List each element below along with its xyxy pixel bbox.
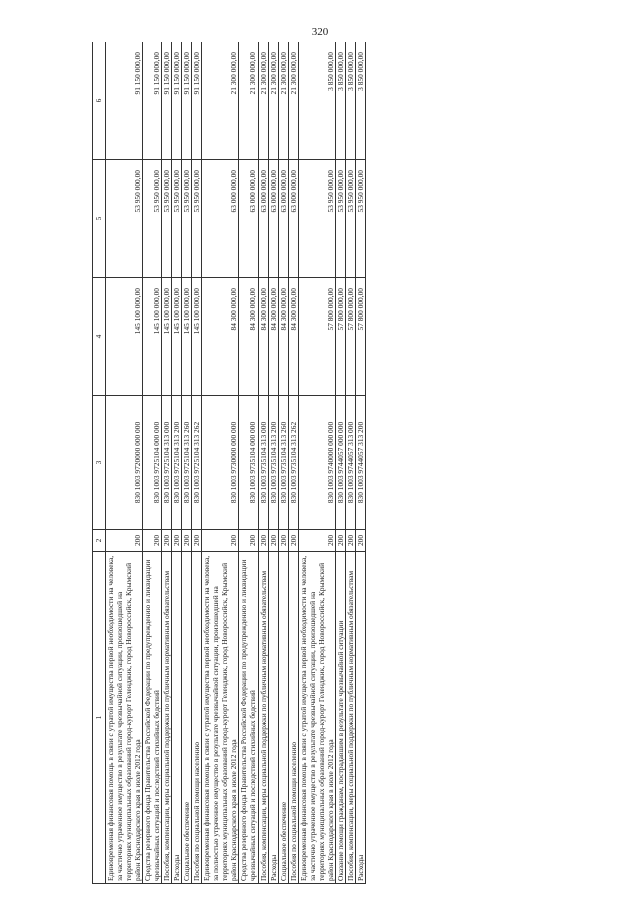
row-value-4: 145 100 000,00 [162,278,172,396]
row-value-4: 145 100 000,00 [172,278,182,396]
header-row [93,42,106,884]
row-value-6: 91 150 000,00 [192,42,202,160]
row-name: Социальное обеспечение [182,552,192,884]
table-row [288,42,298,884]
row-value-5: 63 000 000,00 [239,160,258,278]
row-value-5: 63 000 000,00 [278,160,288,278]
table-row [202,42,239,884]
row-code: 830 1003 9744057 313 000 [345,396,355,530]
row-value-5: 53 950 000,00 [143,160,162,278]
table-row [268,42,278,884]
header-col-6: 6 [93,42,106,160]
row-value-6: 21 300 000,00 [268,42,278,160]
row-value-6: 21 300 000,00 [202,42,239,160]
table-row [298,42,335,884]
row-name: Пособия, компенсации, меры социальной поддержки по публичным нормативным обязательствам [345,552,355,884]
table-row [143,42,162,884]
row-col-2: 200 [288,530,298,552]
row-col-2: 200 [278,530,288,552]
row-value-4: 84 300 000,00 [278,278,288,396]
row-col-2: 200 [172,530,182,552]
row-col-2: 200 [162,530,172,552]
header-col-3: 3 [93,396,106,530]
row-value-4: 84 300 000,00 [288,278,298,396]
row-code: 830 1003 9725104 313 260 [182,396,192,530]
row-value-4: 57 800 000,00 [355,278,365,396]
row-value-5: 63 000 000,00 [258,160,268,278]
table-row [192,42,202,884]
row-code: 830 1003 9735104 313 000 [258,396,268,530]
row-value-6: 21 300 000,00 [239,42,258,160]
row-value-6: 21 300 000,00 [278,42,288,160]
row-name: Расходы [355,552,365,884]
row-col-2: 200 [335,530,345,552]
row-value-5: 53 950 000,00 [335,160,345,278]
row-value-5: 53 950 000,00 [162,160,172,278]
row-value-6: 3 850 000,00 [355,42,365,160]
row-code: 830 1003 9735104 313 200 [268,396,278,530]
row-value-5: 53 950 000,00 [355,160,365,278]
row-value-6: 21 300 000,00 [288,42,298,160]
row-name: Пособия, компенсации, меры социальной поддержки по публичным нормативным обязательствам [162,552,172,884]
header-col-5: 5 [93,160,106,278]
row-value-4: 84 300 000,00 [239,278,258,396]
row-name: Расходы [172,552,182,884]
header-col-1: 1 [93,552,106,884]
row-code: 830 1003 9725104 000 000 [143,396,162,530]
row-name: Средства резервного фонда Правительства Российской Федерации по предупреждению и ликвидации чрезвычайных ситуаций и последствий стихийных бедствий [239,552,258,884]
row-code: 830 1003 9744057 000 000 [335,396,345,530]
row-value-5: 53 950 000,00 [298,160,335,278]
table-row [106,42,143,884]
table-row [258,42,268,884]
row-code: 830 1003 9725104 313 262 [192,396,202,530]
row-col-2: 200 [239,530,258,552]
row-name: Единовременная финансовая помощь в связи с утратой имущества первой необходимости на человека, за частично утраченное имущество в результате чрезвычайной ситуации, произошедшей на территориях муниципальных образований город-курорт Геленджик, город Новороссийск, Крымский район Краснодарского края в июле 2012 года [298,552,335,884]
table-row [182,42,192,884]
row-col-2: 200 [268,530,278,552]
row-col-2: 200 [298,530,335,552]
row-value-6: 3 850 000,00 [345,42,355,160]
row-code: 830 1003 9735104 000 000 [239,396,258,530]
row-col-2: 200 [106,530,143,552]
row-col-2: 200 [355,530,365,552]
header-col-2: 2 [93,530,106,552]
row-value-5: 63 000 000,00 [288,160,298,278]
row-value-6: 91 150 000,00 [182,42,192,160]
table-row [278,42,288,884]
row-value-4: 84 300 000,00 [258,278,268,396]
row-code: 830 1003 9725104 313 000 [162,396,172,530]
table-row [355,42,365,884]
row-name: Средства резервного фонда Правительства Российской Федерации по предупреждению и ликвидации чрезвычайных ситуаций и последствий стихийных бедствий [143,552,162,884]
row-code: 830 1003 9725104 313 200 [172,396,182,530]
row-value-5: 63 000 000,00 [268,160,278,278]
row-value-4: 145 100 000,00 [143,278,162,396]
row-value-5: 53 950 000,00 [182,160,192,278]
row-name: Пособия по социальной помощи населению [192,552,202,884]
row-value-6: 91 150 000,00 [162,42,172,160]
row-col-2: 200 [143,530,162,552]
row-value-5: 53 950 000,00 [172,160,182,278]
row-value-5: 63 000 000,00 [202,160,239,278]
header-col-4: 4 [93,278,106,396]
row-value-6: 91 150 000,00 [106,42,143,160]
row-value-4: 145 100 000,00 [192,278,202,396]
table-row [335,42,345,884]
row-name: Расходы [268,552,278,884]
row-col-2: 200 [192,530,202,552]
row-col-2: 200 [345,530,355,552]
row-col-2: 200 [258,530,268,552]
row-value-4: 84 300 000,00 [268,278,278,396]
row-code: 830 1003 9720000 000 000 [106,396,143,530]
row-value-6: 3 850 000,00 [298,42,335,160]
row-value-4: 145 100 000,00 [182,278,192,396]
row-value-5: 53 950 000,00 [345,160,355,278]
row-value-5: 53 950 000,00 [192,160,202,278]
table-row [239,42,258,884]
row-col-2: 200 [202,530,239,552]
rotated-page [92,42,602,884]
row-code: 830 1003 9730000 000 000 [202,396,239,530]
row-value-5: 53 950 000,00 [106,160,143,278]
row-value-4: 84 300 000,00 [202,278,239,396]
row-code: 830 1003 9744057 313 200 [355,396,365,530]
row-name: Пособия, компенсации, меры социальной поддержки по публичным нормативным обязательствам [258,552,268,884]
table-row [345,42,355,884]
row-name: Социальное обеспечение [278,552,288,884]
row-name: Единовременная финансовая помощь в связи с утратой имущества первой необходимости на человека, за полностью утраченное имущество в результате чрезвычайной ситуации, произошедшей на территориях муниципальных образований город-курорт Геленджик, город Новороссийск, Крымский район Краснодарского края в июле 2012 года [202,552,239,884]
row-value-6: 3 850 000,00 [335,42,345,160]
budget-table [92,42,366,884]
row-value-4: 57 800 000,00 [335,278,345,396]
row-code: 830 1003 9740000 000 000 [298,396,335,530]
row-code: 830 1003 9735104 313 260 [278,396,288,530]
row-name: Оказание помощи гражданам, пострадавшим в результате чрезвычайной ситуации [335,552,345,884]
row-value-6: 91 150 000,00 [172,42,182,160]
row-value-6: 91 150 000,00 [143,42,162,160]
page-number: 320 [311,26,329,38]
row-col-2: 200 [182,530,192,552]
row-value-4: 57 800 000,00 [345,278,355,396]
row-code: 830 1003 9735104 313 262 [288,396,298,530]
row-name: Пособия по социальной помощи населению [288,552,298,884]
row-value-4: 57 800 000,00 [298,278,335,396]
row-value-4: 145 100 000,00 [106,278,143,396]
document-scan [92,42,602,884]
table-row [162,42,172,884]
table-row [172,42,182,884]
row-value-6: 21 300 000,00 [258,42,268,160]
row-name: Единовременная финансовая помощь в связи с утратой имущества первой необходимости на человека, за частично утраченное имущество в результате чрезвычайной ситуации, произошедшей на территориях муниципальных образований город-курорт Геленджик, город Новороссийск, Крымский район Краснодарского края в июле 2012 года [106,552,143,884]
